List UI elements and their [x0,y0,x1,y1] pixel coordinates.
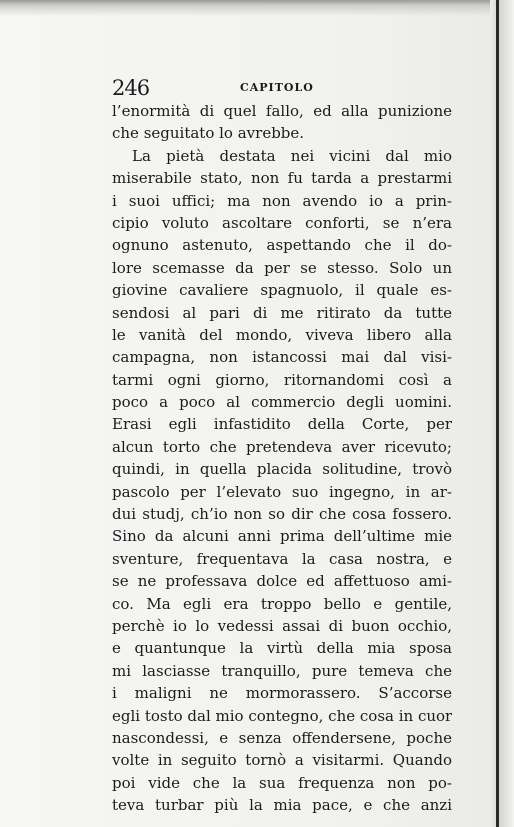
text-line: teva turbar più la mia pace, e che anzi [112,796,452,815]
text-line: l’enormità di quel fallo, ed alla punizione [112,102,452,120]
text-line: nascondessi, e senza offendersene, poche [112,728,452,747]
text-line: giovine cavaliere spagnuolo, il quale es- [112,281,452,300]
running-head: CAPITOLO [240,81,314,94]
text-line: le vanità del mondo, viveva libero alla [112,325,452,344]
text-line: pascolo per l’elevato suo ingegno, in ar- [112,482,452,501]
text-line: se ne professava dolce ed affettuoso ami- [112,572,452,591]
text-line: sventure, frequentava la casa nostra, e [112,549,452,568]
text-line: mi lasciasse tranquillo, pure temeva che [112,661,452,680]
text-line: e quantunque la virtù della mia sposa [112,639,452,658]
text-line: lore scemasse da per se stesso. Solo un [112,258,452,277]
text-line: sendosi al pari di me ritirato da tutte [112,303,452,322]
text-line: poi vide che la sua frequenza non po- [112,773,452,792]
text-line: Sino da alcuni anni prima dell’ultime mie [112,527,452,546]
text-line: volte in seguito tornò a visitarmi. Quando [112,751,452,770]
text-line: La pietà destata nei vicini dal mio [132,146,452,165]
text-line: tarmi ogni giorno, ritornandomi così a [112,370,452,389]
text-line: che seguitato lo avrebbe. [112,124,305,143]
page-header [112,76,452,100]
text-line: alcun torto che pretendeva aver ricevuto; [112,437,452,456]
text-line: co. Ma egli era troppo bello e gentile, [112,594,452,613]
page-edge [490,0,514,827]
text-line: miserabile stato, non fu tarda a prestarmi [112,169,452,188]
binding-edge-line [496,0,499,827]
text-line: i maligni ne mormorassero. S’accorse [112,684,452,703]
text-line: poco a poco al commercio degli uomini. [112,393,452,412]
text-line: dui studj, ch’io non so dir che cosa fossero. [112,505,452,524]
body-text [112,100,452,817]
text-line: ognuno astenuto, aspettando che il do- [112,236,452,255]
text-line: quindi, in quella placida solitudine, trovò [112,460,452,479]
text-line: cipio voluto ascoltare conforti, se n’era [112,213,452,232]
text-line: egli tosto dal mio contegno, che cosa in cuor [112,706,452,725]
page-number: 246 [112,76,150,100]
text-line: perchè io lo vedessi assai di buon occhio, [112,616,452,635]
top-page-shadow [0,0,514,16]
text-line: Erasi egli infastidito della Corte, per [112,415,452,434]
text-line: campagna, non istancossi mai dal visi- [112,348,452,367]
text-line: i suoi uffici; ma non avendo io a prin- [112,191,452,210]
